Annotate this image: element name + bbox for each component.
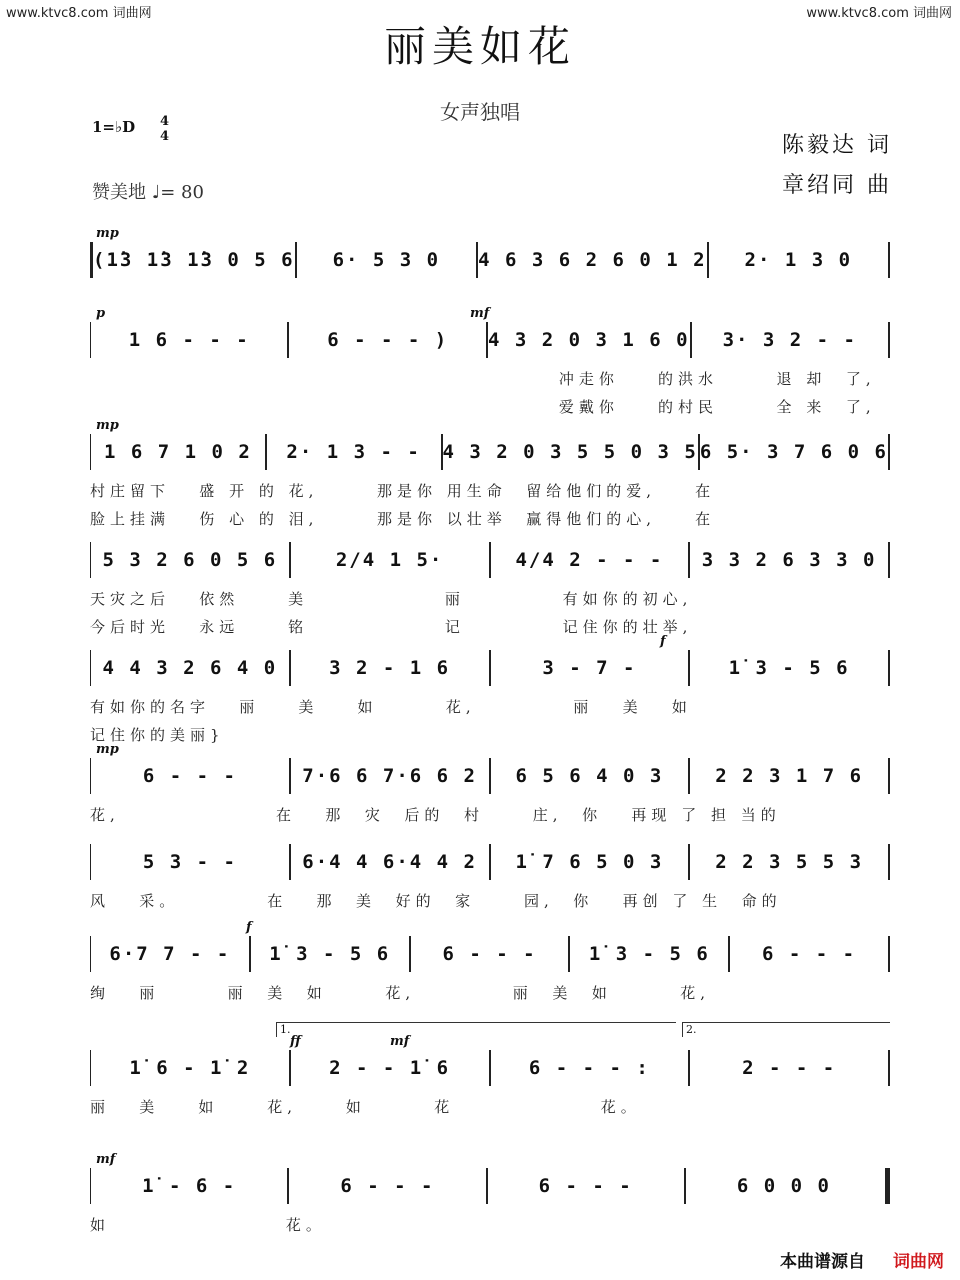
measure: 2/4 1 5·	[335, 549, 444, 571]
measure: 7·6 6 7·6 6 2	[302, 765, 477, 787]
measure: 6· 5 3 0	[332, 249, 441, 271]
measure: 2 - - 1̇ 6	[329, 1057, 451, 1079]
notation-line	[90, 432, 890, 472]
score-row	[90, 1023, 890, 1138]
measure: 6 5 6 4 0 3	[515, 765, 664, 787]
measure: 4 3 2 0 3 1 6 0	[487, 329, 690, 351]
score-row	[90, 540, 890, 636]
measure: 5 3 - -	[142, 851, 237, 873]
barline	[888, 1050, 890, 1086]
dynamic-marking: ff	[290, 1034, 301, 1049]
notation-line	[90, 1166, 890, 1206]
measure: 2· 1 3 - -	[286, 441, 421, 463]
measure: 4 6 3 6 2 6 0 1 2	[478, 249, 707, 271]
dynamic-marking: mf	[96, 1152, 116, 1167]
measure: 2 2 3 5 5 3	[715, 851, 864, 873]
volta-first-ending: 1.	[276, 1022, 676, 1037]
measure: 4 4 3 2 6 4 0	[102, 657, 278, 679]
dynamic-marking: mp	[96, 742, 119, 757]
lyric-line: 爱戴你 的村民 全 来 了,	[90, 398, 876, 416]
measure: 1̇ 6 - 1̇ 2	[129, 1057, 251, 1079]
lyric-line: 脸上挂满 伤 心 的 泪, 那是你 以壮举 赢得他们的心, 在	[90, 510, 716, 528]
measure: 1̇ 3 - 5 6	[269, 943, 391, 965]
measure: 6 - - -	[442, 943, 537, 965]
dynamic-marking-2: mf	[470, 306, 490, 321]
measure: 6 - - - :	[528, 1057, 650, 1079]
score-row	[90, 306, 890, 416]
dynamic-marking: mp	[96, 418, 119, 433]
dynamic-marking: p	[96, 306, 106, 321]
barline	[888, 650, 890, 686]
measure: 6·7 7 - -	[109, 943, 231, 965]
lyric-line: 有如你的名字 丽 美 如 花, 丽 美 如	[90, 698, 692, 716]
dynamic-marking: mp	[96, 226, 119, 241]
lyric-line: 风 采。 在 那 美 好的 家 园, 你 再创 了 生 命的	[90, 892, 782, 910]
notation-line	[90, 842, 890, 882]
song-title: 丽美如花	[383, 22, 576, 71]
dynamic-marking-2: mf	[390, 1034, 410, 1049]
measure: 6 - - -	[538, 1175, 633, 1197]
measure: 6·4 4 6·4 4 2	[302, 851, 477, 873]
measure: 3 3 2 6 3 3 0	[701, 549, 877, 571]
composer-credit: 章绍同 曲	[782, 173, 892, 198]
notation-line	[90, 540, 890, 580]
measure: 6 5· 3 7 6 0 6	[699, 441, 888, 463]
barline	[888, 434, 890, 470]
tempo-marking: 赞美地 ♩= 80	[92, 182, 204, 203]
measure: 6 - - - )	[327, 329, 449, 351]
notation-line	[90, 934, 890, 974]
time-top: 4	[160, 114, 170, 129]
dynamic-marking-2: f	[246, 920, 252, 935]
barline	[888, 542, 890, 578]
barline	[888, 242, 890, 278]
measure: 6 - - -	[142, 765, 237, 787]
measure: 4/4 2 - - -	[515, 549, 664, 571]
score-row	[90, 226, 890, 330]
notation-line	[90, 648, 890, 688]
footer-brand[interactable]: 词曲网	[893, 1252, 944, 1272]
measure: 3· 3 2 - -	[722, 329, 857, 351]
lyric-line: 绚 丽 丽 美 如 花, 丽 美 如 花,	[90, 984, 711, 1002]
footer	[780, 1247, 944, 1272]
volta-second-ending: 2.	[682, 1022, 890, 1037]
measure: 3 2 - 1 6	[329, 657, 451, 679]
score-row	[90, 842, 890, 932]
lyric-line: 花, 在 那 灾 后的 村 庄, 你 再现 了 担 当的	[90, 806, 781, 824]
measure: 1̇ 3 - 5 6	[588, 943, 710, 965]
lyric-line: 天灾之后 依然 美 丽 有如你的初心,	[90, 590, 693, 608]
footer-source: 本曲谱源自	[780, 1252, 865, 1272]
time-bottom: 4	[160, 129, 170, 144]
score-row	[90, 634, 890, 744]
measure: 1̇ - 6 -	[142, 1175, 237, 1197]
lyric-line: 记住你的美丽}	[90, 726, 225, 744]
measure: 3 - 7 -	[542, 657, 637, 679]
score-row	[90, 1152, 890, 1256]
measure: 1̇ 3 - 5 6	[728, 657, 850, 679]
barline	[885, 1168, 890, 1204]
barline	[888, 322, 890, 358]
watermark-left: www.ktvc8.com 词曲网	[6, 6, 152, 21]
measure: 2 2 3 1 7 6	[715, 765, 864, 787]
measure: 6 - - -	[340, 1175, 435, 1197]
measure: 2· 1 3 0	[744, 249, 853, 271]
measure: 1 6 - - -	[128, 329, 250, 351]
notation-line	[90, 1048, 890, 1088]
notation-line	[90, 756, 890, 796]
barline	[888, 936, 890, 972]
measure: 1 6 7 1 0 2	[103, 441, 252, 463]
song-subtitle: 女声独唱	[440, 100, 520, 124]
barline	[888, 844, 890, 880]
score-row	[90, 920, 890, 1024]
lyric-line: 冲走你 的洪水 退 却 了,	[90, 370, 876, 388]
notation-line	[90, 240, 890, 280]
lyricist-credit: 陈毅达 词	[782, 133, 892, 158]
measure: 6 0 0 0	[736, 1175, 831, 1197]
watermark-right: www.ktvc8.com 词曲网	[806, 6, 952, 21]
lyric-line: 今后时光 永远 铭 记 记住你的壮举,	[90, 618, 693, 636]
measure: 6 - - -	[762, 943, 857, 965]
lyric-line: 如 花。	[90, 1216, 326, 1234]
notation-line	[90, 320, 890, 360]
dynamic-marking-2: f	[660, 634, 666, 649]
key-signature: 1=♭D	[92, 118, 136, 136]
score-row	[90, 418, 890, 528]
time-signature	[160, 114, 169, 144]
measure: 4 3 2 0 3 5 5 0 3 5	[442, 441, 698, 463]
measure: 5 3 2 6 0 5 6	[102, 549, 278, 571]
score-row	[90, 742, 890, 846]
lyric-line: 丽 美 如 花, 如 花 花。	[90, 1098, 641, 1116]
measure: 2 - - -	[742, 1057, 837, 1079]
lyric-line: 村庄留下 盛 开 的 花, 那是你 用生命 留给他们的爱, 在	[90, 482, 716, 500]
barline	[888, 758, 890, 794]
measure: 1̇ 7 6 5 0 3	[515, 851, 664, 873]
measure: (1̇3 1̇3 1̇3 0 5 6	[93, 249, 295, 271]
